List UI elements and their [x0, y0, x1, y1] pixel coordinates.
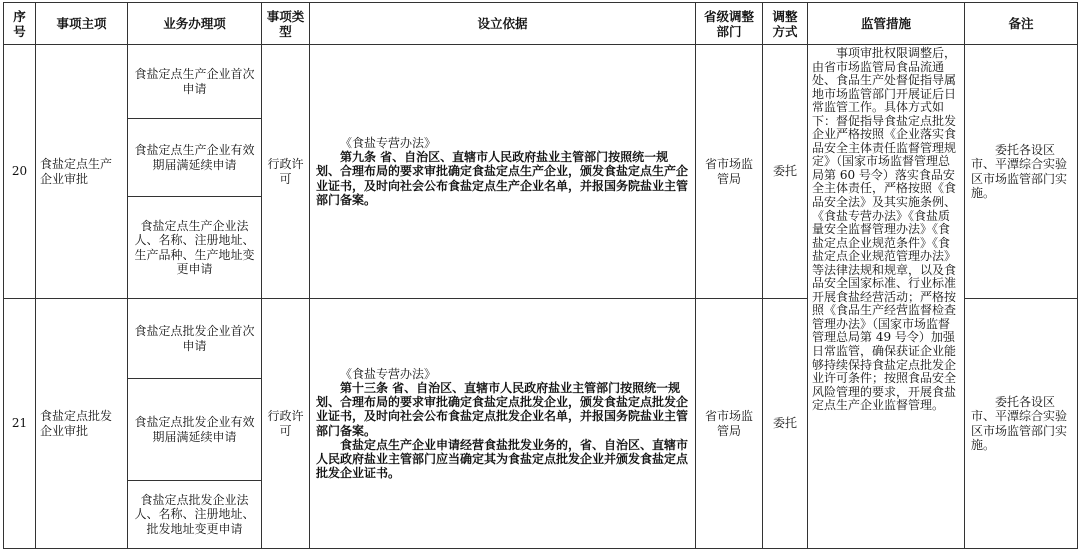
- row-seq: 20: [4, 45, 36, 299]
- basis-text-2: 食盐定点生产企业申请经营食盐批发业务的，省、自治区、直辖市人民政府盐业主管部门应当确定其为食盐定点批发企业并颁发食盐定点批发企业证书。: [316, 437, 689, 481]
- header-type: 事项类型: [262, 3, 310, 45]
- sub-item: 食盐定点批发企业有效期届满延续申请: [128, 379, 262, 481]
- basis-text: 第九条 省、自治区、直辖市人民政府盐业主管部门按照统一规划、合理布局的要求审批确定食盐定点生产企业，颁发食盐定点生产企业证书，及时向社会公布食盐定点生产企业名单，并报国务院盐业主管部门备案。: [316, 150, 689, 207]
- sub-item: 食盐定点生产企业法人、名称、注册地址、生产品种、生产地址变更申请: [128, 197, 262, 299]
- header-seq: 序号: [4, 3, 36, 45]
- row-main-item: 食盐定点批发企业审批: [36, 299, 128, 549]
- row-seq: 21: [4, 299, 36, 549]
- row-remark: 委托各设区市、平潭综合实验区市场监管部门实施。: [965, 45, 1078, 299]
- row-remark: 委托各设区市、平潭综合实验区市场监管部门实施。: [965, 299, 1078, 549]
- sub-item: 食盐定点生产企业有效期届满延续申请: [128, 119, 262, 197]
- header-row: [4, 3, 1078, 45]
- header-basis: 设立依据: [310, 3, 696, 45]
- row-dept: 省市场监管局: [696, 45, 763, 299]
- row-type: 行政许可: [262, 45, 310, 299]
- row-method: 委托: [763, 299, 808, 549]
- header-supervision: 监管措施: [808, 3, 965, 45]
- basis-law: 《食盐专营办法》: [340, 135, 437, 150]
- row-main-item: 食盐定点生产企业审批: [36, 45, 128, 299]
- sub-item: 食盐定点批发企业首次申请: [128, 299, 262, 379]
- sub-item: 食盐定点批发企业法人、名称、注册地址、批发地址变更申请: [128, 481, 262, 549]
- header-sub-item: 业务办理项: [128, 3, 262, 45]
- row-type: 行政许可: [262, 299, 310, 549]
- table-row: [4, 45, 1078, 119]
- row-basis: [310, 299, 696, 549]
- basis-text: 第十三条 省、自治区、直辖市人民政府盐业主管部门按照统一规划、合理布局的要求审批确定食盐定点批发企业，颁发食盐定点批发企业证书，及时向社会公布食盐定点批发企业名单，并报国务院盐业主管部门备案。: [316, 380, 689, 438]
- header-main-item: 事项主项: [36, 3, 128, 45]
- adjustment-table: [3, 2, 1078, 549]
- row-method: 委托: [763, 45, 808, 299]
- header-dept: 省级调整部门: [696, 3, 763, 45]
- header-remark: 备注: [965, 3, 1078, 45]
- header-method: 调整方式: [763, 3, 808, 45]
- basis-law: 《食盐专营办法》: [340, 366, 437, 381]
- supervision-measures: 事项审批权限调整后，由省市场监管局食品流通处、食品生产处督促指导属地市场监管部门开展证后日常监管工作。具体方式如下：督促指导食盐定点批发企业严格按照《企业落实食品安全主体责任监督管理规定》（国家市场监督管理总局第 60 号令）落实食品安全主体责任，严格按照《食品安全法》及其实施条例、《食盐专营办法》《食盐质量安全监督管理办法》《食盐定点企业规范条件》《食盐定点企业规范管理办法》等法律法规和规章，以及食品安全国家标准、行业标准开展食盐经营活动；严格按照《食品生产经营监督检查管理办法》（国家市场监督管理总局第 49 号令）加强日常监管，确保获证企业能够持续保持食盐定点批发企业许可条件；按照食品安全风险管理的要求，开展食盐定点生产企业监督管理。: [808, 45, 965, 549]
- row-basis: [310, 45, 696, 299]
- sub-item: 食盐定点生产企业首次申请: [128, 45, 262, 119]
- row-dept: 省市场监管局: [696, 299, 763, 549]
